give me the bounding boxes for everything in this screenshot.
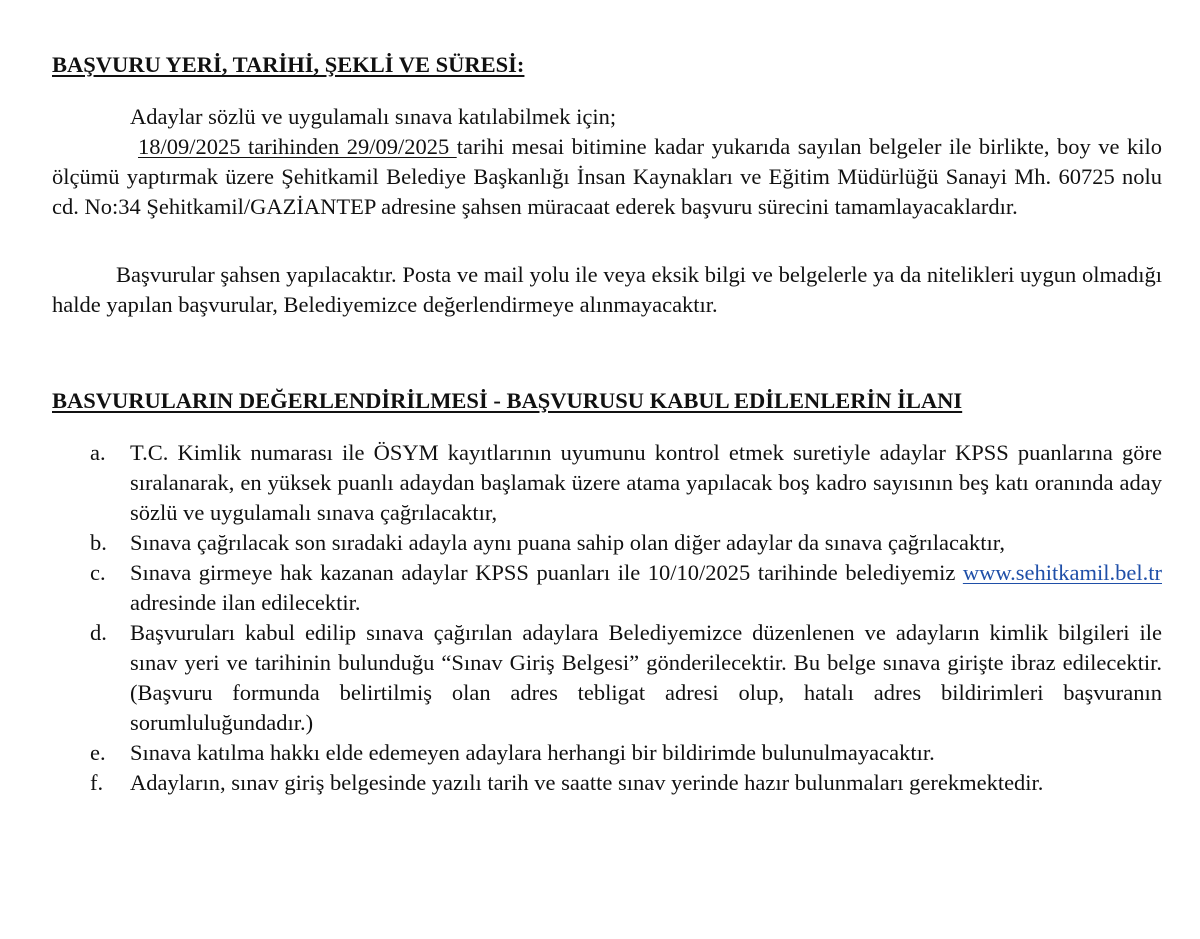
list-marker: f. [90,770,104,795]
list-marker: a. [90,440,106,465]
section-heading-application: BAŞVURU YERİ, TARİHİ, ŞEKLİ VE SÜRESİ: [52,52,525,77]
list-item-f [52,768,1162,798]
evaluation-list [52,438,1162,798]
list-item-text: Başvuruları kabul edilip sınava çağırılan adaylara Belediyemizce düzenlenen ve adayların kimlik bilgileri ile sınav yeri ve tarihinin bulunduğu “Sınav Giriş Belgesi” gönderilecektir. Bu belge sınava girişte ibraz edilecektir. (Başvuru formunda belirtilmiş olan adres tebligat adresi olup, hatalı adres bildirimleri başvuranın sorumluluğundadır.) [130,620,1162,735]
list-item-b [52,528,1162,558]
document-page [52,50,1162,798]
list-marker: c. [90,560,106,585]
application-dates-paragraph [52,132,1162,222]
intro-line: Adaylar sözlü ve uygulamalı sınava katılabilmek için; [130,104,617,129]
list-item-text-after-link: adresinde ilan edilecektir. [130,590,361,615]
list-item-text: Sınava çağrılacak son sıradaki adayla aynı puana sahip olan diğer adaylar da sınava çağrılacaktır, [130,530,1005,555]
list-item-text: Adayların, sınav giriş belgesinde yazılı tarih ve saatte sınav yerinde hazır bulunmaları gerekmektedir. [130,770,1044,795]
application-date-range: 18/09/2025 tarihinden 29/09/2025 [138,134,457,159]
list-item-text: Sınava katılma hakkı elde edemeyen adaylara herhangi bir bildirimde bulunulmayacaktır. [130,740,935,765]
list-item-c [52,558,1162,618]
list-marker: b. [90,530,107,555]
list-item-text: T.C. Kimlik numarası ile ÖSYM kayıtlarının uyumunu kontrol etmek suretiyle adaylar KPSS puanlarına göre sıralanarak, en yüksek puanlı adaydan başlamak üzere atama yapılacak boş kadro sayısının beş katı oranında aday sözlü ve uygulamalı sınava çağrılacaktır, [130,440,1162,525]
list-item-a [52,438,1162,528]
list-item-text: Sınava girmeye hak kazanan adaylar KPSS puanları ile 10/10/2025 tarihinde belediyemiz [130,560,963,585]
section-heading-evaluation: BASVURULARIN DEĞERLENDİRİLMESİ - BAŞVURUSU KABUL EDİLENLERİN İLANI [52,388,963,413]
in-person-application-paragraph: Başvurular şahsen yapılacaktır. Posta ve mail yolu ile veya eksik bilgi ve belgelerle ya da nitelikleri uygun olmadığı halde yapılan başvurular, Belediyemizce değerlendirmeye alınmayacaktır. [52,262,1162,317]
list-marker: d. [90,620,107,645]
application-details-text: tarihi mesai bitimine kadar yukarıda sayılan belgeler ile birlikte, boy ve kilo ölçümü yaptırmak üzere Şehitkamil Belediye Başkanlığı İnsan Kaynakları ve Eğitim Müdürlüğü Sanayi Mh. 60725 nolu cd. No:34 Şehitkamil/GAZİANTEP adresine şahsen müracaat ederek başvuru sürecini tamamlayacaklardır. [52,134,1162,219]
list-item-e [52,738,1162,768]
list-marker: e. [90,740,106,765]
list-item-d [52,618,1162,738]
municipality-website-link[interactable]: www.sehitkamil.bel.tr [962,560,1162,585]
